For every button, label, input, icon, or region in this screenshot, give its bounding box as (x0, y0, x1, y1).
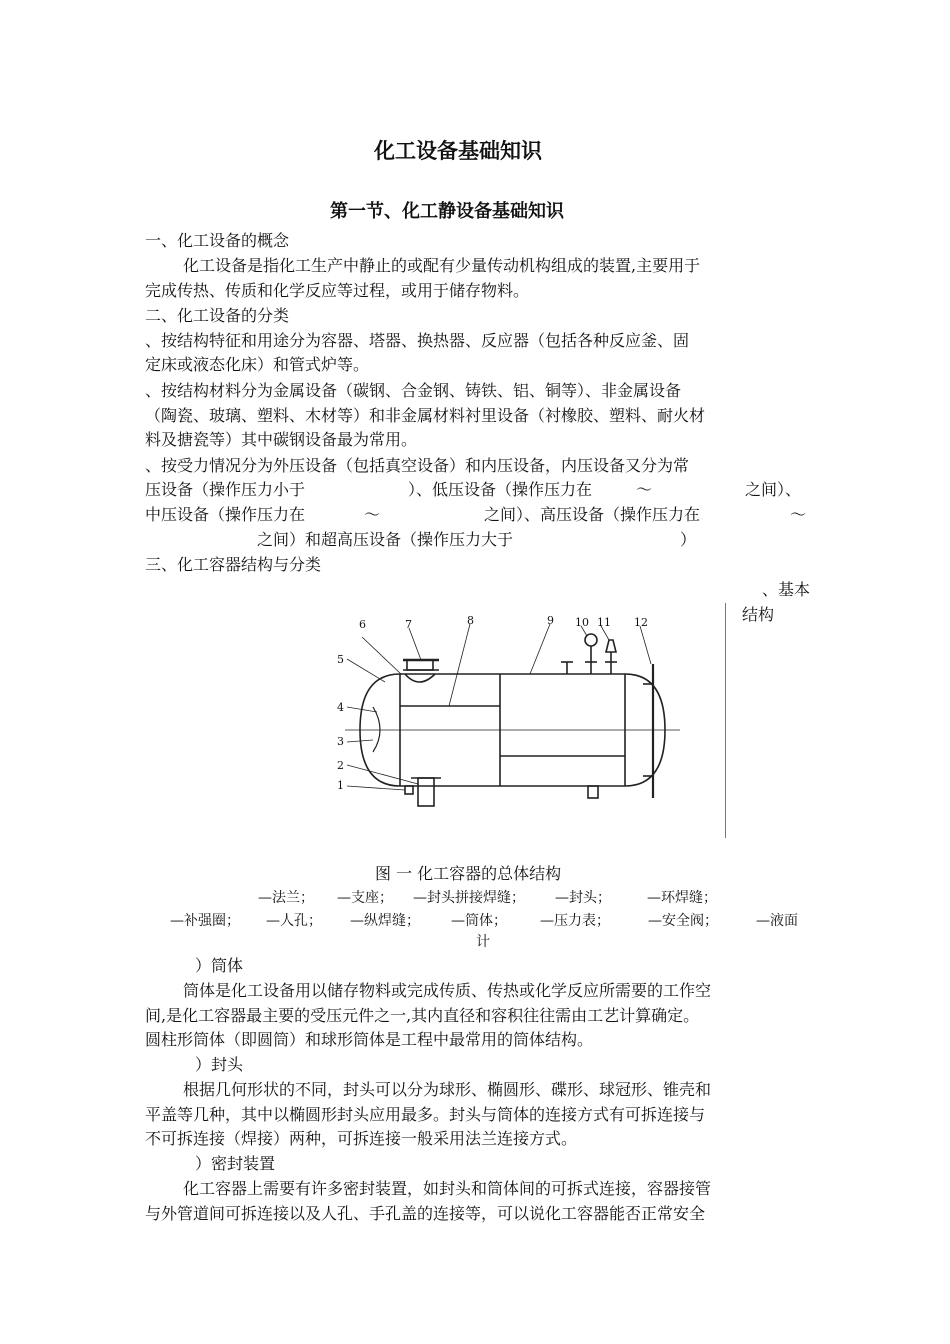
legend-item: —补强圈； (170, 913, 240, 929)
paragraph-line: 料及搪瓷等）其中碳钢设备最为常用。 (145, 430, 418, 449)
subheading-basic: 结构 (742, 605, 775, 624)
paragraph-line: 化工容器上需要有许多密封装置，如封头和筒体间的可拆式连接，容器接管 (183, 1179, 712, 1198)
paragraph-line: 完成传热、传质和化学反应等过程，或用于储存物料。 (145, 281, 530, 300)
legend-item: —压力表； (540, 913, 610, 929)
heading-concept: 一、化工设备的概念 (145, 231, 290, 250)
section-title: 第一节、化工静设备基础知识 (330, 201, 564, 222)
paragraph-line: 间,是化工容器最主要的受压元件之一,其内直径和容积往往需由工艺计算确定。 (145, 1006, 700, 1025)
paragraph-fragment: 中压设备（操作压力在 (145, 505, 306, 524)
legend-item: —筒体； (451, 913, 507, 929)
legend-item: —法兰； (258, 890, 314, 906)
paragraph-fragment: 之间）、 (745, 480, 802, 499)
subheading-head: ）封头 (195, 1055, 244, 1074)
paragraph-fragment: 压设备（操作压力小于 (145, 480, 306, 499)
paragraph-line: 圆柱形筒体（即圆筒）和球形筒体是工程中最常用的筒体结构。 (145, 1030, 594, 1049)
callout-label: 8 (467, 614, 474, 627)
paragraph-fragment: ～ (636, 480, 653, 499)
paragraph-line: 与外管道间可拆连接以及人孔、手孔盖的连接等，可以说化工容器能否正常安全 (145, 1204, 706, 1223)
paragraph-line: 、按结构特征和用途分为容器、塔器、换热器、反应器（包括各种反应釜、固 (145, 331, 690, 350)
legend-item: —封头； (555, 890, 611, 906)
vessel-diagram (325, 612, 720, 812)
paragraph-line: （陶瓷、玻璃、塑料、木材等）和非金属材料衬里设备（衬橡胶、塑料、耐火材 (145, 406, 706, 425)
paragraph-line: 化工设备是指化工生产中静止的或配有少量传动机构组成的装置,主要用于 (183, 256, 701, 275)
callout-label: 10 (575, 616, 589, 629)
callout-label: 5 (337, 653, 344, 666)
paragraph-fragment: 之间）和超高压设备（操作压力大于 (257, 530, 514, 549)
callout-label: 9 (547, 614, 554, 627)
paragraph-line: 定床或液态化床）和管式炉等。 (145, 355, 370, 374)
heading-classification: 二、化工设备的分类 (145, 306, 290, 325)
document-title: 化工设备基础知识 (374, 139, 542, 163)
legend-item: —环焊缝； (647, 890, 717, 906)
paragraph-line: 、按结构材料分为金属设备（碳钢、合金钢、铸铁、铝、铜等）、非金属设备 (145, 381, 682, 400)
paragraph-fragment: ～ (790, 505, 807, 524)
legend-item: —液面 (756, 913, 798, 929)
paragraph-fragment: ～ (364, 505, 381, 524)
legend-item: —人孔； (266, 913, 322, 929)
callout-label: 3 (337, 735, 344, 748)
subheading-shell: ）筒体 (195, 956, 244, 975)
paragraph-fragment: ）、低压设备（操作压力在 (408, 480, 593, 499)
legend-item: —支座； (337, 890, 393, 906)
paragraph-fragment: ） (680, 530, 697, 549)
paragraph-line: 筒体是化工设备用以储存物料或完成传质、传热或化学反应所需要的工作空 (183, 981, 712, 1000)
callout-label: 1 (337, 779, 344, 792)
callout-label: 7 (405, 618, 412, 631)
callout-label: 6 (359, 618, 366, 631)
paragraph-line: 、按受力情况分为外压设备（包括真空设备）和内压设备，内压设备又分为常 (145, 456, 690, 475)
legend-item: —封头拼接焊缝； (413, 890, 525, 906)
callout-label: 12 (634, 616, 648, 629)
paragraph-line: 根据几何形状的不同，封头可以分为球形、椭圆形、碟形、球冠形、锥壳和 (183, 1080, 712, 1099)
callout-label: 4 (337, 701, 344, 714)
paragraph-line: 不可拆连接（焊接）两种，可拆连接一般采用法兰连接方式。 (145, 1129, 578, 1148)
heading-structure: 三、化工容器结构与分类 (145, 555, 322, 574)
callout-label: 2 (337, 759, 344, 772)
paragraph-line: 平盖等几种，其中以椭圆形封头应用最多。封头与筒体的连接方式有可拆连接与 (145, 1105, 706, 1124)
legend-item: —安全阀； (648, 913, 718, 929)
figure-side-rule (725, 603, 726, 838)
legend-item: 计 (476, 934, 490, 950)
callout-label: 11 (597, 616, 611, 629)
legend-item: —纵焊缝； (350, 913, 420, 929)
subheading-basic: 、基本 (762, 580, 811, 599)
figure-caption: 图 一 化工容器的总体结构 (375, 864, 562, 883)
subheading-seal: ）密封装置 (195, 1154, 276, 1173)
paragraph-fragment: 之间）、高压设备（操作压力在 (484, 505, 701, 524)
